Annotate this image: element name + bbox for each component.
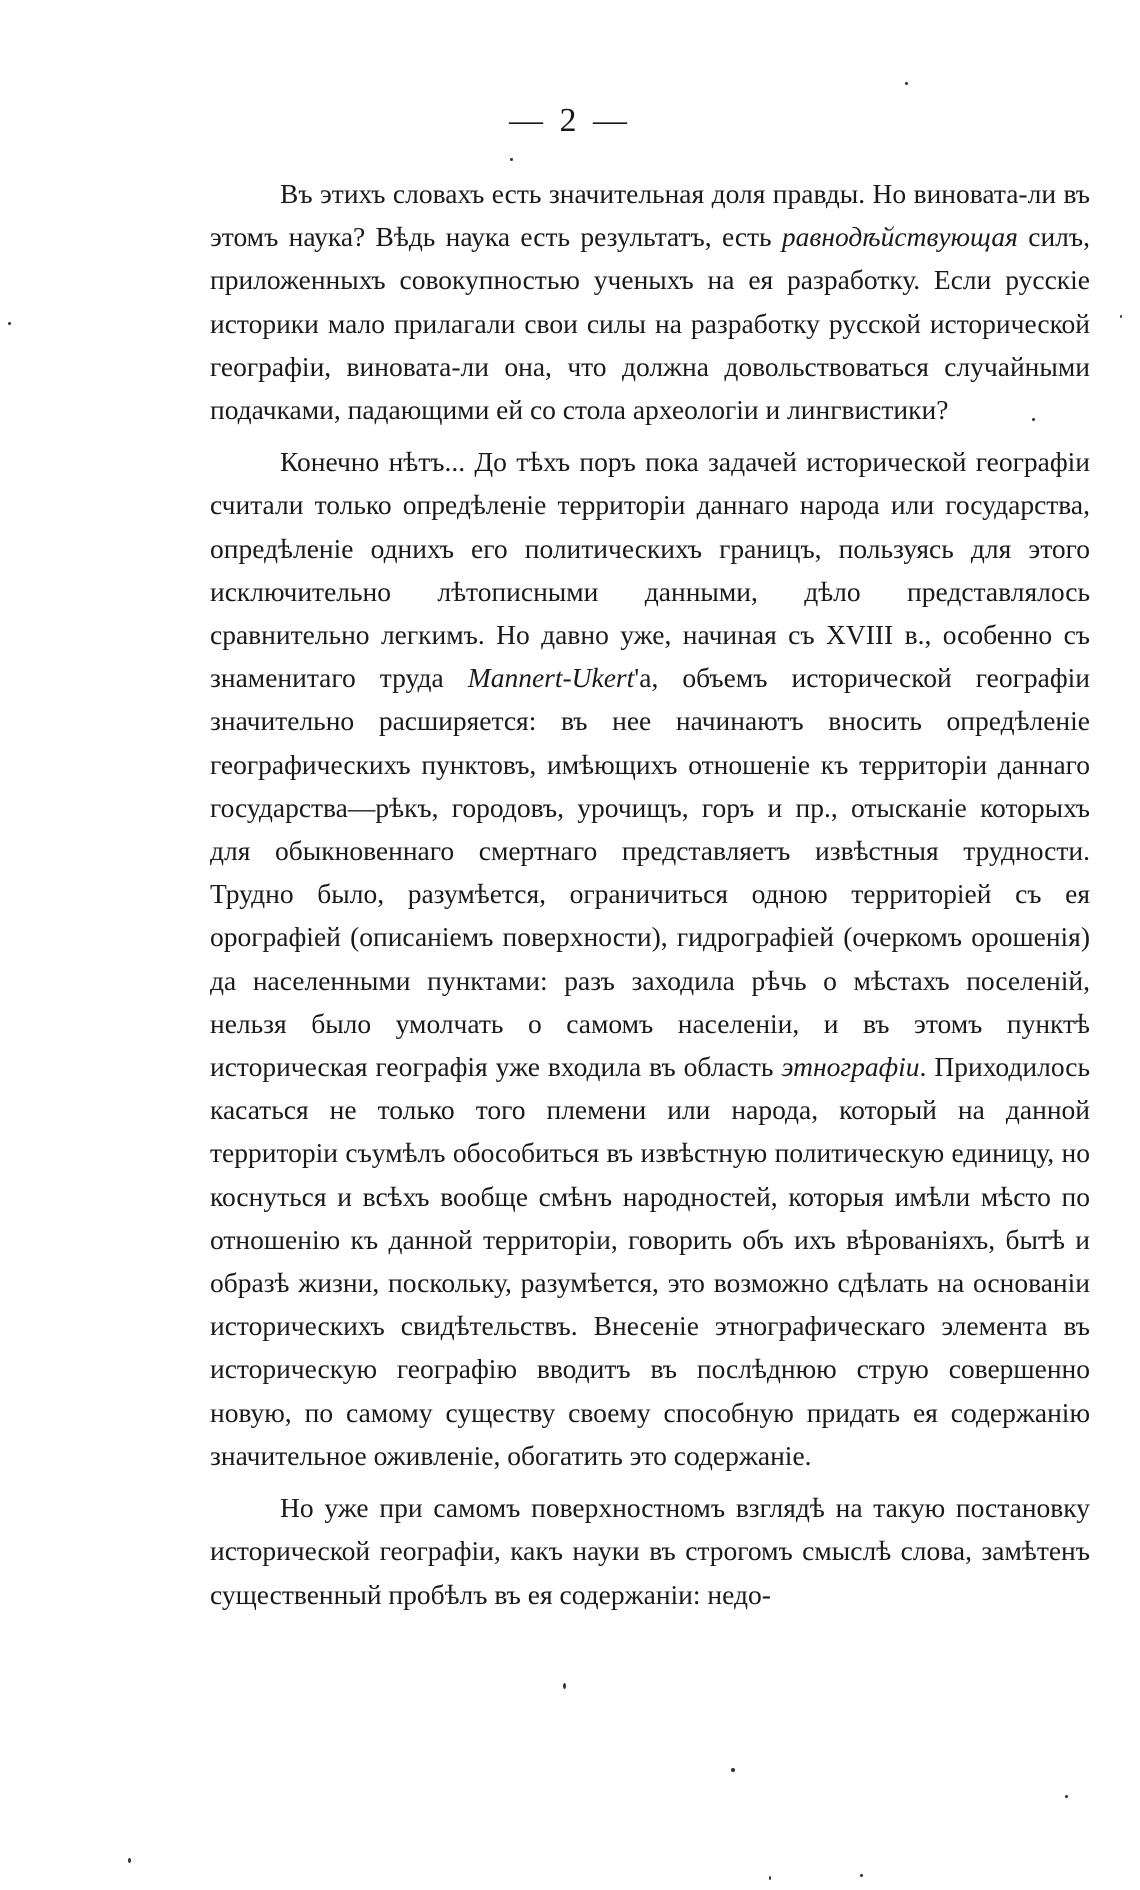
paragraph-2-italic-term: этнографіи xyxy=(781,1051,920,1083)
paragraph-2-text-b: 'а, объемъ исторической географіи значительно расширяется: въ нее начинаютъ вносить опредѣленіе географическихъ пунктовъ, имѣющихъ отношеніе къ территоріи даннаго государства—рѣкъ, городовъ, урочищъ, горъ и пр., отысканіе которыхъ для обыкновеннаго смертнаго представляетъ извѣстныя трудности. Трудно было, разумѣется, ограничиться одною территоріей съ ея орографіей (описаніемъ поверхности), гидрографіей (очеркомъ орошенія) да населенными пунктами: разъ заходила рѣчь о мѣстахъ поселеній, нельзя было умолчать о самомъ населеніи, и въ этомъ пунктѣ историческая географія уже входила въ область xyxy=(210,662,1091,1083)
paragraph-2 xyxy=(210,440,1090,1477)
page-number: — 2 — xyxy=(509,102,631,139)
paragraph-2-italic-author: Mannert-Ukert xyxy=(467,662,635,694)
paragraph-1-text-b: силъ, приложенныхъ совокупностью ученыхъ на ея разработку. Если русскіе историки мало прилагали свои силы на разработку русской исторической географіи, виновата-ли она, что должна довольствоваться случайными подачками, падающими ей со стола археологіи и лингвистики? xyxy=(210,221,1090,426)
scan-speck xyxy=(731,1768,735,1772)
paragraph-2-text-a: Конечно нѣтъ... До тѣхъ поръ пока задачей исторической географіи считали только опредѣленіе территоріи даннаго народа или государства, опредѣленіе однихъ его политическихъ границъ, пользуясь для этого исключительно лѣтописными данными, дѣло представлялось сравнительно легкимъ. Но давно уже, начиная съ XVIII в., особенно съ знаменитаго труда xyxy=(210,446,1090,694)
scan-speck xyxy=(1032,418,1035,421)
paragraph-2-text-c: . Приходилось касаться не только того племени или народа, который на данной территоріи съумѣлъ обособиться въ извѣстную политическую единицу, но коснуться и всѣхъ вообще смѣнъ народностей, которыя имѣли мѣсто по отношенію къ данной территоріи, говорить объ ихъ вѣрованіяхъ, бытѣ и образѣ жизни, поскольку, разумѣется, это возможно сдѣлать на основаніи историческихъ свидѣтельствъ. Внесеніе этнографическаго элемента въ историческую географію вводитъ въ послѣднюю струю совершенно новую, по самому существу своему способную придать ея содержанію значительное оживленіе, обогатить это содержаніе. xyxy=(210,1051,1090,1471)
paragraph-3 xyxy=(210,1486,1090,1616)
paragraph-1-italic-term: равнодѣйствующая xyxy=(781,221,1018,253)
scan-speck xyxy=(563,1683,566,1689)
scan-speck xyxy=(769,1876,771,1880)
paragraph-1-text-a: Въ этихъ словахъ есть значительная доля правды. Но виновата-ли въ этомъ наука? Вѣдь наука есть результатъ, есть xyxy=(210,178,1090,253)
scan-speck xyxy=(128,1858,131,1863)
scan-speck xyxy=(1065,1795,1068,1798)
scan-speck xyxy=(905,82,908,85)
body-text xyxy=(210,172,1090,1616)
scan-speck xyxy=(860,1874,863,1877)
scan-speck xyxy=(510,158,513,161)
scan-speck xyxy=(1120,315,1122,318)
paragraph-3-text: Но уже при самомъ поверхностномъ взглядѣ на такую постановку исторической географіи, какъ науки въ строгомъ смыслѣ слова, замѣтенъ существенный пробѣлъ въ ея содержаніи: недо- xyxy=(210,1492,1090,1610)
scan-speck xyxy=(8,322,11,325)
paragraph-1 xyxy=(210,172,1090,431)
